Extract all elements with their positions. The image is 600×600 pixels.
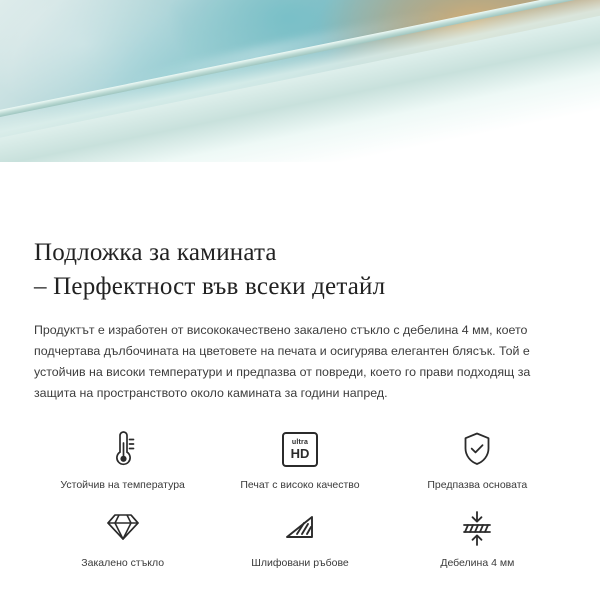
shield-check-icon (459, 426, 495, 472)
badge-bottom-label: HD (290, 445, 310, 461)
thermometer-icon (106, 426, 140, 472)
content-area (0, 236, 600, 570)
feature-caption: Шлифовани ръбове (251, 557, 349, 569)
polished-edges-icon (282, 504, 318, 550)
hero-bottom-mask (0, 162, 600, 222)
page-title (34, 236, 566, 304)
feature-caption: Устойчив на температура (60, 479, 185, 491)
feature-caption: Дебелина 4 мм (440, 557, 515, 569)
feature-item-polished-edges (211, 504, 388, 570)
product-description-paragraph: Продуктът е изработен от висококачествено закалено стъкло с дебелина 4 мм, което подчертава дълбочината на цветовете на печата и осигурява елегантен блясък. Той е устойчив на високи температури и предпазва от повреди, което го прави подходящ за защита на пространството около камината за години напред. (34, 323, 531, 400)
feature-caption: Закалено стъкло (81, 557, 165, 569)
feature-caption: Предпазва основата (427, 479, 528, 491)
page-title-line-2: – Перфектност във всеки детайл (34, 273, 386, 300)
page-title-line-1: Подложка за камината (34, 239, 277, 266)
diamond-icon (104, 504, 142, 550)
hero-image (0, 0, 600, 222)
feature-caption: Печат с високо качество (240, 479, 360, 491)
feature-item-print-quality (211, 426, 388, 492)
thickness-arrows-icon (458, 504, 496, 550)
feature-item-thickness (389, 504, 566, 570)
ultra-hd-badge-icon (282, 426, 318, 472)
feature-item-tempered-glass (34, 504, 211, 570)
badge-top-label: ultra (291, 438, 309, 446)
feature-grid (34, 426, 566, 570)
feature-item-protection (389, 426, 566, 492)
feature-item-temperature (34, 426, 211, 492)
